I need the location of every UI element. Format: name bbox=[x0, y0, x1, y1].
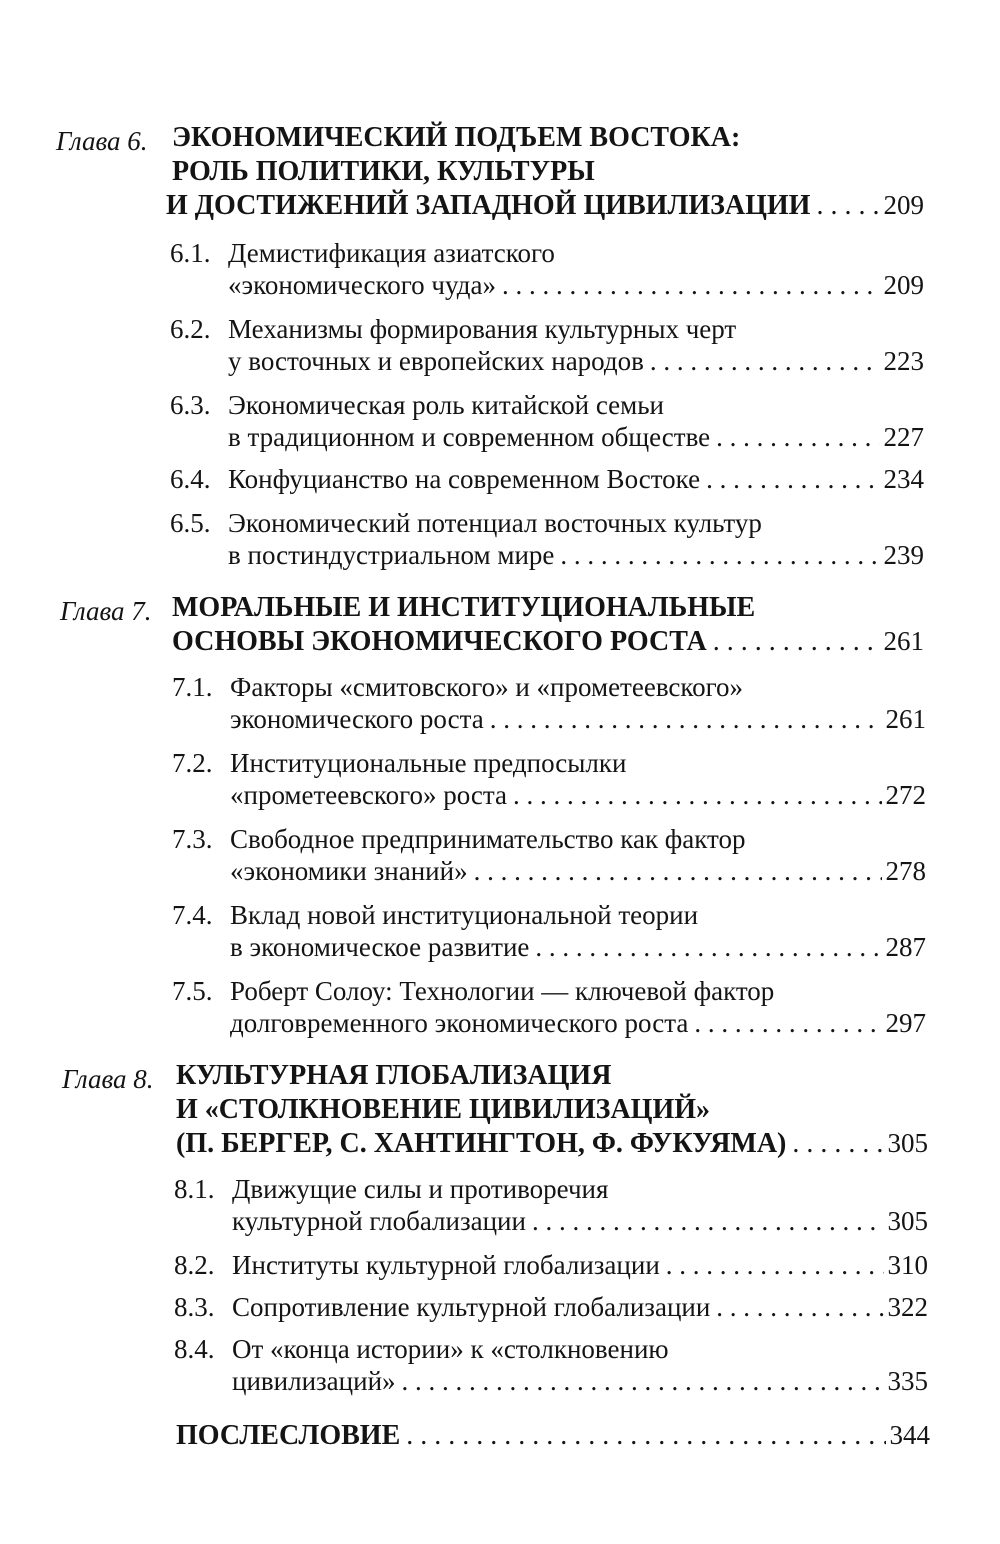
section-8-3-number: 8.3. bbox=[174, 1292, 215, 1322]
section-7-5-number: 7.5. bbox=[172, 976, 213, 1006]
section-7-3-line-2[interactable]: «экономики знаний» . . . 278 bbox=[230, 858, 926, 885]
section-6-2-line-2[interactable]: у восточных и европейских народов . . . 223 bbox=[228, 348, 924, 375]
section-7-2-line-2[interactable]: «прометеевского» роста . . . 272 bbox=[230, 782, 926, 809]
section-7-3-line-1: Свободное предпринимательство как фактор bbox=[230, 824, 746, 854]
chapter-6-title-line-1: ЭКОНОМИЧЕСКИЙ ПОДЪЕМ ВОСТОКА: bbox=[172, 122, 741, 153]
section-7-4-line-1: Вклад новой институциональной теории bbox=[230, 900, 699, 930]
leader-dots bbox=[532, 1208, 884, 1235]
section-7-2-line-1: Институциональные предпосылки bbox=[230, 748, 627, 778]
section-6-1-page-number: 209 bbox=[883, 270, 924, 300]
afterword-entry[interactable] bbox=[176, 1422, 930, 1450]
leader-dots bbox=[502, 272, 879, 299]
leader-dots bbox=[650, 348, 880, 375]
section-7-4-line-2[interactable]: в экономическое развитие . . . 287 bbox=[230, 934, 926, 961]
section-6-3-line-2[interactable]: в традиционном и современном обществе . . . 227 bbox=[228, 424, 924, 451]
section-8-4-line-1: От «конца истории» к «столкновению bbox=[232, 1334, 669, 1364]
leader-dots bbox=[474, 858, 882, 885]
leader-dots bbox=[560, 542, 879, 569]
section-8-3-line-1[interactable]: Сопротивление культурной глобализации . . . 322 bbox=[232, 1294, 928, 1321]
chapter-8-title-line-1: КУЛЬТУРНАЯ ГЛОБАЛИЗАЦИЯ bbox=[176, 1060, 612, 1091]
leader-dots bbox=[713, 628, 880, 656]
chapter-6-title-line-3[interactable]: И ДОСТИЖЕНИЙ ЗАПАДНОЙ ЦИВИЛИЗАЦИИ . . . 209 bbox=[166, 192, 924, 220]
leader-dots bbox=[490, 706, 882, 733]
section-6-3-line-1: Экономическая роль китайской семьи bbox=[228, 390, 665, 420]
leader-dots bbox=[694, 1010, 881, 1037]
leader-dots bbox=[792, 1130, 883, 1158]
section-8-4-line-2[interactable]: цивилизаций» . . . 335 bbox=[232, 1368, 928, 1395]
section-6-2-number: 6.2. bbox=[170, 314, 211, 344]
section-6-5-line-2[interactable]: в постиндустриальном мире . . . 239 bbox=[228, 542, 924, 569]
section-6-5-line-1: Экономический потенциал восточных культур bbox=[228, 508, 762, 538]
section-7-1-line-2[interactable]: экономического роста . . . 261 bbox=[230, 706, 926, 733]
leader-dots bbox=[716, 1294, 883, 1321]
section-7-5-page-number: 297 bbox=[885, 1008, 926, 1038]
chapter-7-title-line-1: МОРАЛЬНЫЕ И ИНСТИТУЦИОНАЛЬНЫЕ bbox=[172, 592, 756, 623]
leader-dots bbox=[535, 934, 881, 961]
chapter-6-title-line-2: РОЛЬ ПОЛИТИКИ, КУЛЬТУРЫ bbox=[172, 156, 595, 187]
section-8-2-line-1[interactable]: Институты культурной глобализации . . . 310 bbox=[232, 1252, 928, 1279]
section-8-1-line-2[interactable]: культурной глобализации . . . 305 bbox=[232, 1208, 928, 1235]
section-8-4-page-number: 335 bbox=[887, 1366, 928, 1396]
section-6-3-page-number: 227 bbox=[883, 422, 924, 452]
leader-dots bbox=[513, 782, 881, 809]
section-7-4-number: 7.4. bbox=[172, 900, 213, 930]
leader-dots bbox=[666, 1252, 884, 1279]
section-7-2-page-number: 272 bbox=[885, 780, 926, 810]
chapter-6-page-number: 209 bbox=[883, 190, 924, 220]
chapter-7-title-line-2[interactable]: ОСНОВЫ ЭКОНОМИЧЕСКОГО РОСТА . . . 261 bbox=[172, 628, 924, 656]
section-7-2-number: 7.2. bbox=[172, 748, 213, 778]
afterword-title: ПОСЛЕСЛОВИЕ bbox=[176, 1420, 401, 1451]
section-7-3-page-number: 278 bbox=[885, 856, 926, 886]
section-6-1-number: 6.1. bbox=[170, 238, 211, 268]
section-6-2-line-1: Механизмы формирования культурных черт bbox=[228, 314, 737, 344]
section-7-5-line-2[interactable]: долговременного экономического роста . . . 297 bbox=[230, 1010, 926, 1037]
chapter-7-page-number: 261 bbox=[883, 626, 924, 656]
section-8-1-number: 8.1. bbox=[174, 1174, 215, 1204]
section-7-1-page-number: 261 bbox=[885, 704, 926, 734]
section-6-4-number: 6.4. bbox=[170, 464, 211, 494]
section-6-1-line-1: Демистификация азиатского bbox=[228, 238, 555, 268]
section-8-4-number: 8.4. bbox=[174, 1334, 215, 1364]
leader-dots bbox=[816, 192, 879, 220]
leader-dots bbox=[706, 466, 879, 493]
section-6-5-page-number: 239 bbox=[883, 540, 924, 570]
section-6-3-number: 6.3. bbox=[170, 390, 211, 420]
chapter-8-title-line-3[interactable]: (П. БЕРГЕР, С. ХАНТИНГТОН, Ф. ФУКУЯМА) . . . 305 bbox=[176, 1130, 928, 1158]
section-8-1-page-number: 305 bbox=[887, 1206, 928, 1236]
section-7-1-line-1: Факторы «смитовского» и «прометеевского» bbox=[230, 672, 744, 702]
section-7-1-number: 7.1. bbox=[172, 672, 213, 702]
leader-dots bbox=[402, 1368, 884, 1395]
section-8-2-number: 8.2. bbox=[174, 1250, 215, 1280]
section-8-1-line-1: Движущие силы и противоречия bbox=[232, 1174, 609, 1204]
chapter-8-page-number: 305 bbox=[887, 1128, 928, 1158]
chapter-8-title-line-2: И «СТОЛКНОВЕНИЕ ЦИВИЛИЗАЦИЙ» bbox=[176, 1094, 710, 1125]
leader-dots bbox=[406, 1422, 885, 1450]
section-8-3-page-number: 322 bbox=[887, 1292, 928, 1322]
leader-dots bbox=[716, 424, 879, 451]
section-7-4-page-number: 287 bbox=[885, 932, 926, 962]
afterword-page-number: 344 bbox=[889, 1420, 930, 1450]
chapter-7-label: Глава 7. bbox=[60, 596, 152, 626]
chapter-6-label: Глава 6. bbox=[56, 126, 148, 156]
section-6-1-line-2[interactable]: «экономического чуда» . . . 209 bbox=[228, 272, 924, 299]
chapter-8-label: Глава 8. bbox=[62, 1064, 154, 1094]
section-7-3-number: 7.3. bbox=[172, 824, 213, 854]
section-6-5-number: 6.5. bbox=[170, 508, 211, 538]
section-6-4-page-number: 234 bbox=[883, 464, 924, 494]
section-8-2-page-number: 310 bbox=[887, 1250, 928, 1280]
section-7-5-line-1: Роберт Солоу: Технологии — ключевой фактор bbox=[230, 976, 775, 1006]
section-6-2-page-number: 223 bbox=[883, 346, 924, 376]
section-6-4-line-1[interactable]: Конфуцианство на современном Востоке . . . 234 bbox=[228, 466, 924, 493]
